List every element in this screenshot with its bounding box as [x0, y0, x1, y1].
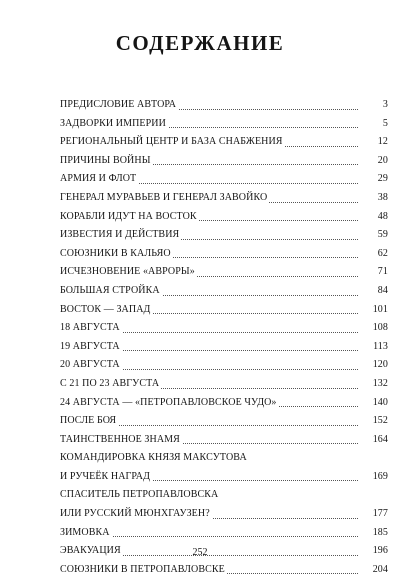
toc-entry [60, 394, 388, 413]
toc-entry [60, 449, 388, 468]
toc-entry-page: 196 [371, 542, 388, 561]
toc-entry-page: 101 [371, 301, 388, 320]
toc-entry-page: 132 [371, 375, 388, 394]
toc-entry-page: 48 [376, 208, 388, 227]
toc-entry-title: 19 АВГУСТА [60, 338, 122, 357]
toc-entry-title: КОРАБЛИ ИДУТ НА ВОСТОК [60, 208, 199, 227]
toc-entry [60, 226, 388, 245]
page-number: 252 [192, 547, 208, 558]
toc-entry-page: 29 [376, 170, 388, 189]
toc-entry [60, 301, 388, 320]
toc-entry [60, 319, 388, 338]
toc-entry-page: 71 [376, 263, 388, 282]
toc-entry-page: 108 [371, 319, 388, 338]
toc-entry-page: 169 [371, 468, 388, 487]
toc-entry [60, 468, 388, 487]
toc-entry-page: 140 [371, 394, 388, 413]
toc-entry-page: 84 [376, 282, 388, 301]
toc-entry [60, 412, 388, 431]
toc-entry-title: ТАИНСТВЕННОЕ ЗНАМЯ [60, 431, 182, 450]
toc-entry-page: 38 [376, 189, 388, 208]
toc-entry-page: 62 [376, 245, 388, 264]
toc-entry-page: 177 [371, 505, 388, 524]
toc-entry-title: БОЛЬШАЯ СТРОЙКА [60, 282, 162, 301]
toc-entry [60, 505, 388, 524]
toc-entry-title: АРМИЯ И ФЛОТ [60, 170, 138, 189]
toc-entry-page: 5 [381, 115, 388, 134]
toc-entry [60, 152, 388, 171]
toc-entry-title: И РУЧЕЁК НАГРАД [60, 468, 152, 487]
toc-entry [60, 263, 388, 282]
toc-entry-title: ПОСЛЕ БОЯ [60, 412, 118, 431]
toc-entry-title: ИЗВЕСТИЯ И ДЕЙСТВИЯ [60, 226, 181, 245]
toc-entry-title: СОЮЗНИКИ В ПЕТРОПАВЛОВСКЕ [60, 561, 227, 579]
toc-entry [60, 170, 388, 189]
page-title: СОДЕРЖАНИЕ [115, 31, 285, 56]
toc-entry-page: 164 [371, 431, 388, 450]
toc-entry-page: 152 [371, 412, 388, 431]
toc-entry [60, 245, 388, 264]
toc-entry-title: 20 АВГУСТА [60, 356, 122, 375]
toc-entry-title: КОМАНДИРОВКА КНЯЗЯ МАКСУТОВА [60, 449, 249, 468]
toc-entry-title: ИСЧЕЗНОВЕНИЕ «АВРОРЫ» [60, 263, 197, 282]
toc-entry-page: 20 [376, 152, 388, 171]
toc-entry-title: ЗИМОВКА [60, 524, 112, 543]
toc-entry-page: 59 [376, 226, 388, 245]
table-of-contents [60, 96, 388, 579]
toc-entry-title: СОЮЗНИКИ В КАЛЬЯО [60, 245, 173, 264]
toc-entry-title: ВОСТОК — ЗАПАД [60, 301, 152, 320]
toc-entry-title: ПРЕДИСЛОВИЕ АВТОРА [60, 96, 178, 115]
toc-entry-title: ЭВАКУАЦИЯ [60, 542, 123, 561]
toc-entry [60, 133, 388, 152]
toc-entry-page: 204 [371, 561, 388, 579]
toc-entry [60, 189, 388, 208]
toc-entry [60, 115, 388, 134]
toc-entry-title: ПРИЧИНЫ ВОЙНЫ [60, 152, 153, 171]
toc-entry [60, 561, 388, 579]
toc-entry [60, 282, 388, 301]
toc-entry-title: ЗАДВОРКИ ИМПЕРИИ [60, 115, 168, 134]
toc-entry-title: ГЕНЕРАЛ МУРАВЬЕВ И ГЕНЕРАЛ ЗАВОЙКО [60, 189, 269, 208]
toc-entry [60, 524, 388, 543]
toc-entry-page: 3 [381, 96, 388, 115]
toc-entry-title: СПАСИТЕЛЬ ПЕТРОПАВЛОВСКА [60, 486, 220, 505]
toc-entry-title: С 21 ПО 23 АВГУСТА [60, 375, 161, 394]
toc-entry-page: 12 [376, 133, 388, 152]
toc-entry [60, 375, 388, 394]
toc-entry-title: 24 АВГУСТА — «ПЕТРОПАВЛОВСКОЕ ЧУДО» [60, 394, 279, 413]
toc-entry [60, 431, 388, 450]
toc-entry-page: 185 [371, 524, 388, 543]
toc-entry-page: 120 [371, 356, 388, 375]
toc-entry [60, 486, 388, 505]
toc-entry-title: РЕГИОНАЛЬНЫЙ ЦЕНТР И БАЗА СНАБЖЕНИЯ [60, 133, 285, 152]
toc-entry [60, 96, 388, 115]
toc-entry-page: 113 [371, 338, 388, 357]
toc-entry-title: 18 АВГУСТА [60, 319, 122, 338]
toc-entry-title: ИЛИ РУССКИЙ МЮНХГАУЗЕН? [60, 505, 212, 524]
toc-entry [60, 356, 388, 375]
toc-entry [60, 208, 388, 227]
toc-entry [60, 338, 388, 357]
